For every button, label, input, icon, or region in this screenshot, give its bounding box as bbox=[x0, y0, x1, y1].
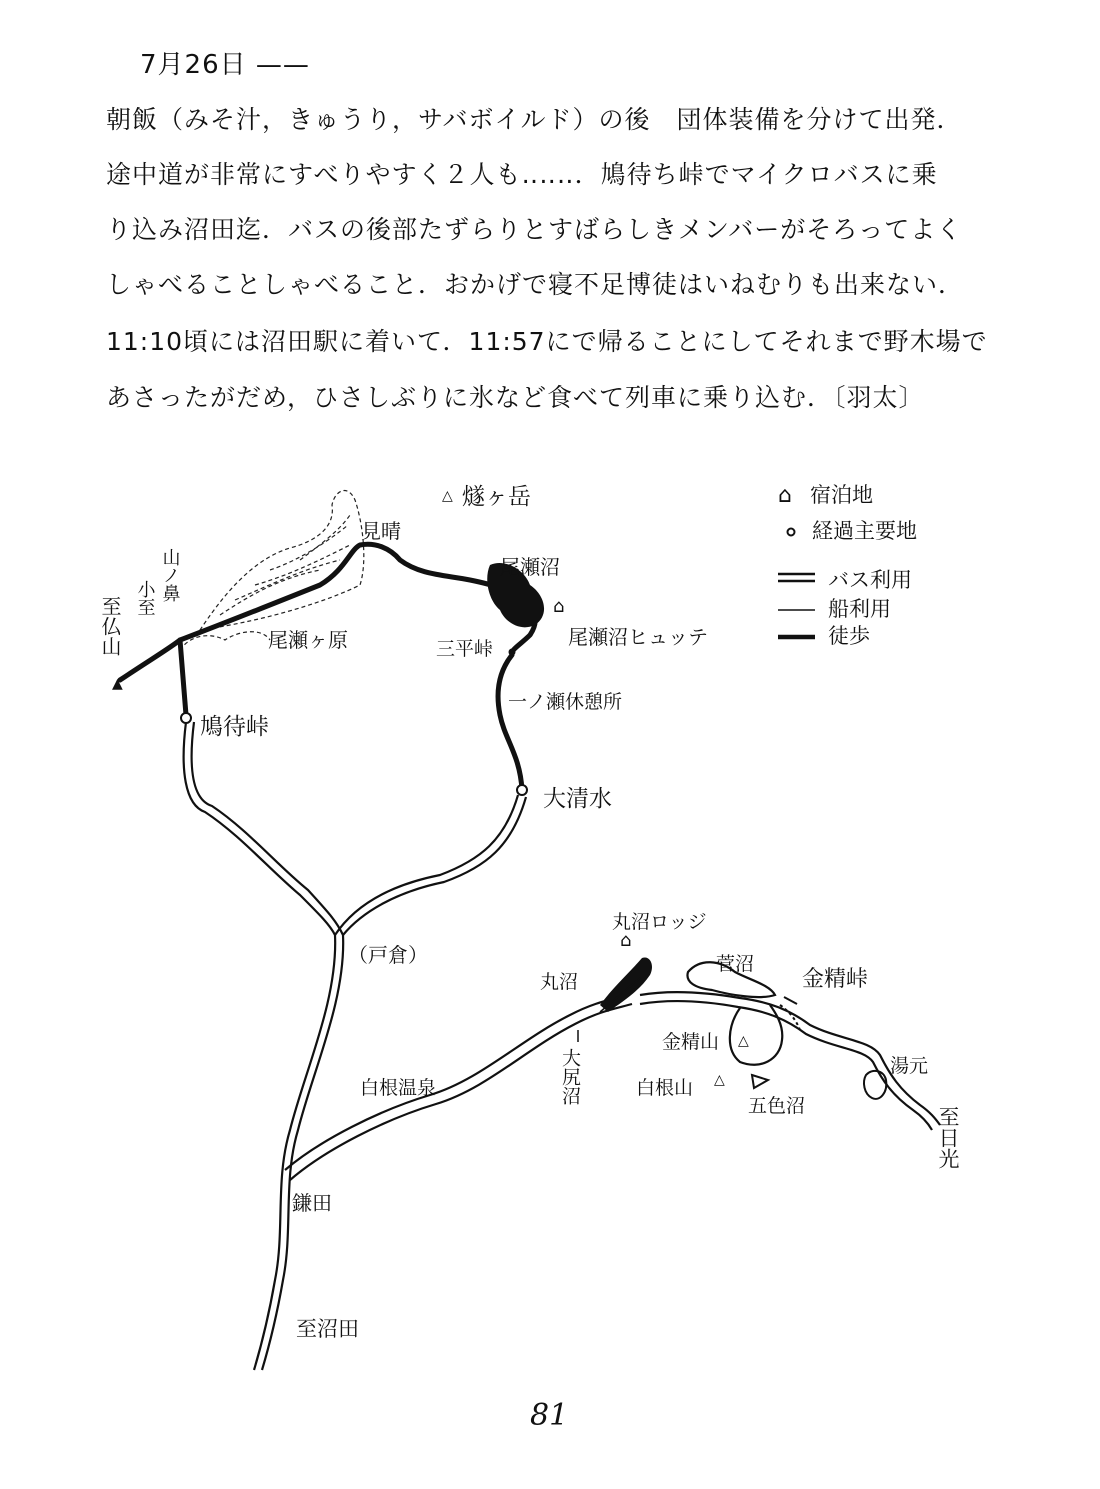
legend-bus: バス利用 bbox=[828, 568, 912, 592]
label-shirane-onsen: 白根温泉 bbox=[360, 1077, 437, 1099]
konsei-pointer-arrow bbox=[784, 997, 797, 1004]
oshimizu-waypoint bbox=[517, 785, 527, 795]
label-marunuma: 丸沼 bbox=[540, 971, 579, 993]
label-oshimizu: 大清水 bbox=[543, 786, 612, 812]
lodging-legend-icon: ⌂ bbox=[778, 483, 792, 508]
marunuma-lodge-icon: ⌂ bbox=[620, 930, 632, 951]
label-sanpei-toge: 三平峠 bbox=[436, 638, 494, 660]
sanpei-waypoint bbox=[509, 649, 516, 656]
label-ojirinuma: 大尻沼 bbox=[559, 1048, 581, 1105]
label-ozenuma: 尾瀬沼 bbox=[500, 555, 560, 579]
page-number: 81 bbox=[530, 1398, 569, 1433]
shibutsu-peak-icon: ▲ bbox=[112, 676, 123, 692]
ozenuma-hutte-lodge-icon: ⌂ bbox=[553, 596, 565, 617]
label-hiuchigatake: 燧ヶ岳 bbox=[462, 484, 531, 510]
diary-line: あさったがだめ，ひさしぶりに氷など食べて列車に乗り込む．〔羽太〕 bbox=[106, 383, 925, 412]
legend-lodging: 宿泊地 bbox=[810, 483, 873, 507]
diary-line: 朝飯（みそ汁，きゅうり，サバボイルド）の後 団体装備を分けて出発． bbox=[106, 105, 963, 134]
label-miharashi: 見晴 bbox=[361, 519, 401, 543]
label-ozegahara: 尾瀬ヶ原 bbox=[268, 628, 348, 652]
label-to-shibutsu: 至仏山 bbox=[98, 596, 122, 656]
label-yumoto: 湯元 bbox=[890, 1055, 929, 1077]
konseisan-peak-icon: △ bbox=[738, 1033, 749, 1049]
walking-route bbox=[120, 544, 535, 790]
legend-walk: 徒歩 bbox=[828, 624, 870, 648]
legend-boat: 船利用 bbox=[828, 597, 891, 621]
label-koze: 小至 bbox=[134, 580, 156, 616]
diary-line: しゃべることしゃべること．おかげで寝不足博徒はいねむりも出来ない． bbox=[106, 270, 965, 299]
bus-legend-icon bbox=[778, 574, 815, 581]
legend-waypoint: 経過主要地 bbox=[812, 519, 917, 543]
goshikinuma-lake bbox=[752, 1075, 768, 1088]
diary-date: 7月26日 —— bbox=[140, 50, 310, 80]
label-konseisan: 金精山 bbox=[662, 1031, 720, 1053]
diary-line: 途中道が非常にすべりやすく２人も‥‥‥．鳩待ち峠でマイクロバスに乗 bbox=[106, 160, 938, 189]
yunoko-lake bbox=[864, 1071, 886, 1099]
label-shiranesan: 白根山 bbox=[636, 1077, 694, 1099]
label-to-numata: 至沼田 bbox=[296, 1317, 359, 1341]
hatomachi-waypoint bbox=[181, 713, 191, 723]
label-tokura: （戸倉） bbox=[348, 943, 428, 967]
hiuchigatake-peak-icon: △ bbox=[442, 488, 453, 504]
label-goshikinuma: 五色沼 bbox=[748, 1095, 806, 1117]
label-kamata: 鎌田 bbox=[292, 1191, 332, 1215]
bus-roads bbox=[184, 722, 940, 1370]
label-to-nikko: 至日光 bbox=[936, 1106, 960, 1169]
label-konsei-toge: 金精峠 bbox=[802, 967, 869, 992]
diary-line: 11:10頃には沼田駅に着いて．11:57にで帰ることにしてそれまで野木場で bbox=[106, 327, 988, 356]
shiranesan-peak-icon: △ bbox=[714, 1072, 725, 1088]
label-marunuma-lodge: 丸沼ロッジ bbox=[612, 911, 707, 933]
label-hatomachi: 鳩待峠 bbox=[200, 714, 269, 740]
waypoint-legend-icon bbox=[788, 529, 795, 536]
label-suganuma: 菅沼 bbox=[716, 953, 755, 975]
label-ichinose: 一ノ瀬休憩所 bbox=[508, 691, 623, 713]
diary-line: り込み沼田迄．バスの後部たずらりとすばらしきメンバーがそろってよく bbox=[106, 215, 963, 244]
map-legend bbox=[778, 483, 917, 648]
label-ozenuma-hutte: 尾瀬沼ヒュッテ bbox=[568, 625, 708, 649]
label-yamanohana: 山ノ鼻 bbox=[159, 548, 181, 602]
